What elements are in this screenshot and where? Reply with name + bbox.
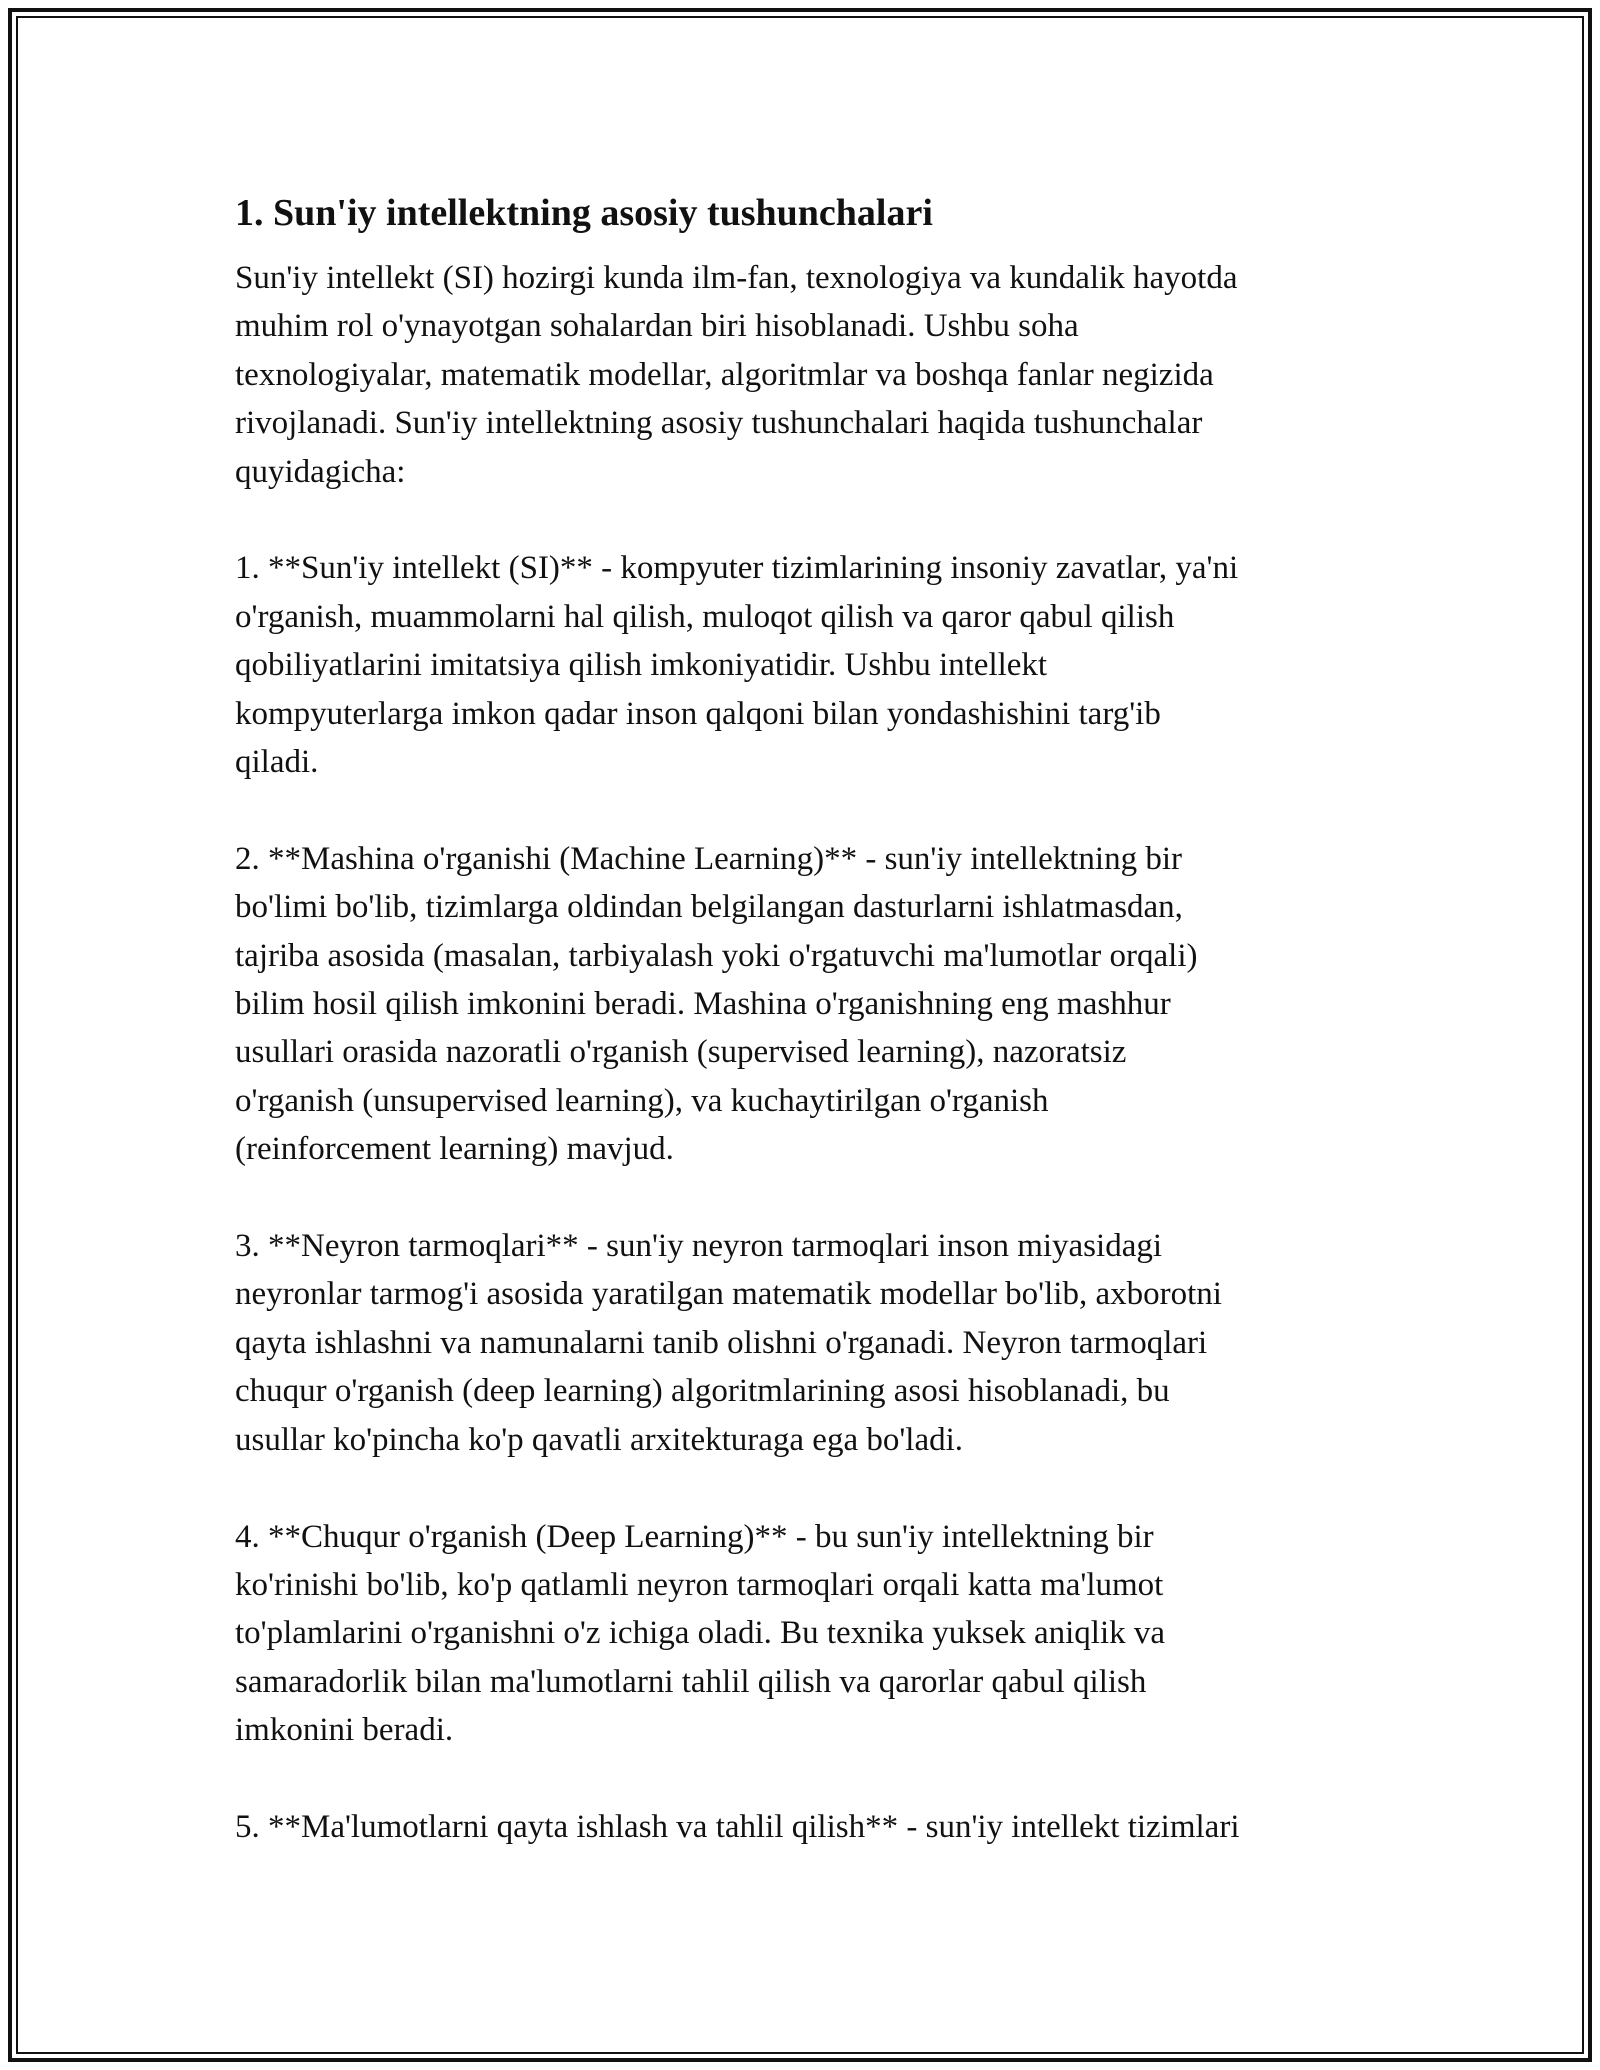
item-paragraph-2: 2. **Mashina o'rganishi (Machine Learning)** - sun'iy intellektning bir bo'limi bo'lib, tizimlarga oldindan belgilangan dasturlarni ishlatmasdan, tajriba asosida (masalan, tarbiyalash yoki o'rgatuvchi ma'lumotlar orqali) bilim hosil qilish imkonini beradi. Mashina o'rganishning eng mashhur usullari orasida nazoratli o'rganish (supervised learning), nazoratsiz o'rganish (unsupervised learning), va kuchaytirilgan o'rganish (reinforcement learning) mavjud. (235, 840, 1198, 1168)
item-paragraph-5: 5. **Ma'lumotlarni qayta ishlash va tahlil qilish** - sun'iy intellekt tizimlari (235, 1808, 1240, 1845)
item-paragraph-3: 3. **Neyron tarmoqlari** - sun'iy neyron tarmoqlari inson miyasidagi neyronlar tarmog'i asosida yaratilgan matematik modellar bo'lib, axborotni qayta ishlashni va namunalarni tanib olishni o'rganadi. Neyron tarmoqlari chuqur o'rganish (deep learning) algoritmlarining asosi hisoblanadi, bu usullar ko'pincha ko'p qavatli arxitekturaga ega bo'ladi. (235, 1228, 1222, 1458)
item-paragraph-4: 4. **Chuqur o'rganish (Deep Learning)** - bu sun'iy intellektning bir ko'rinishi bo'lib, ko'p qatlamli neyron tarmoqlari orqali katta ma'lumot to'plamlarini o'rganishni o'z ichiga oladi. Bu texnika yuksek aniqlik va samaradorlik bilan ma'lumotlarni tahlil qilish va qarorlar qabul qilish imkonini beradi. (235, 1518, 1166, 1749)
document-title: 1. Sun'iy intellektning asosiy tushunchalari (235, 192, 933, 234)
item-paragraph-1: 1. **Sun'iy intellekt (SI)** - kompyuter tizimlarining insoniy zavatlar, ya'ni o'rganish, muammolarni hal qilish, muloqot qilish va qaror qabul qilish qobiliyatlarini imitatsiya qilish imkoniyatidir. Ushbu intellekt kompyuterlarga imkon qadar inson qalqoni bilan yondashishini targ'ib qiladi. (235, 550, 1239, 781)
intro-paragraph: Sun'iy intellekt (SI) hozirgi kunda ilm-fan, texnologiya va kundalik hayotda muhim rol o'ynayotgan sohalardan biri hisoblanadi. Ushbu soha texnologiyalar, matematik modellar, algoritmlar va boshqa fanlar negizida rivojlanadi. Sun'iy intellektning asosiy tushunchalari haqida tushunchalar quyidagicha: (235, 260, 1238, 490)
document-body (235, 186, 1370, 1900)
